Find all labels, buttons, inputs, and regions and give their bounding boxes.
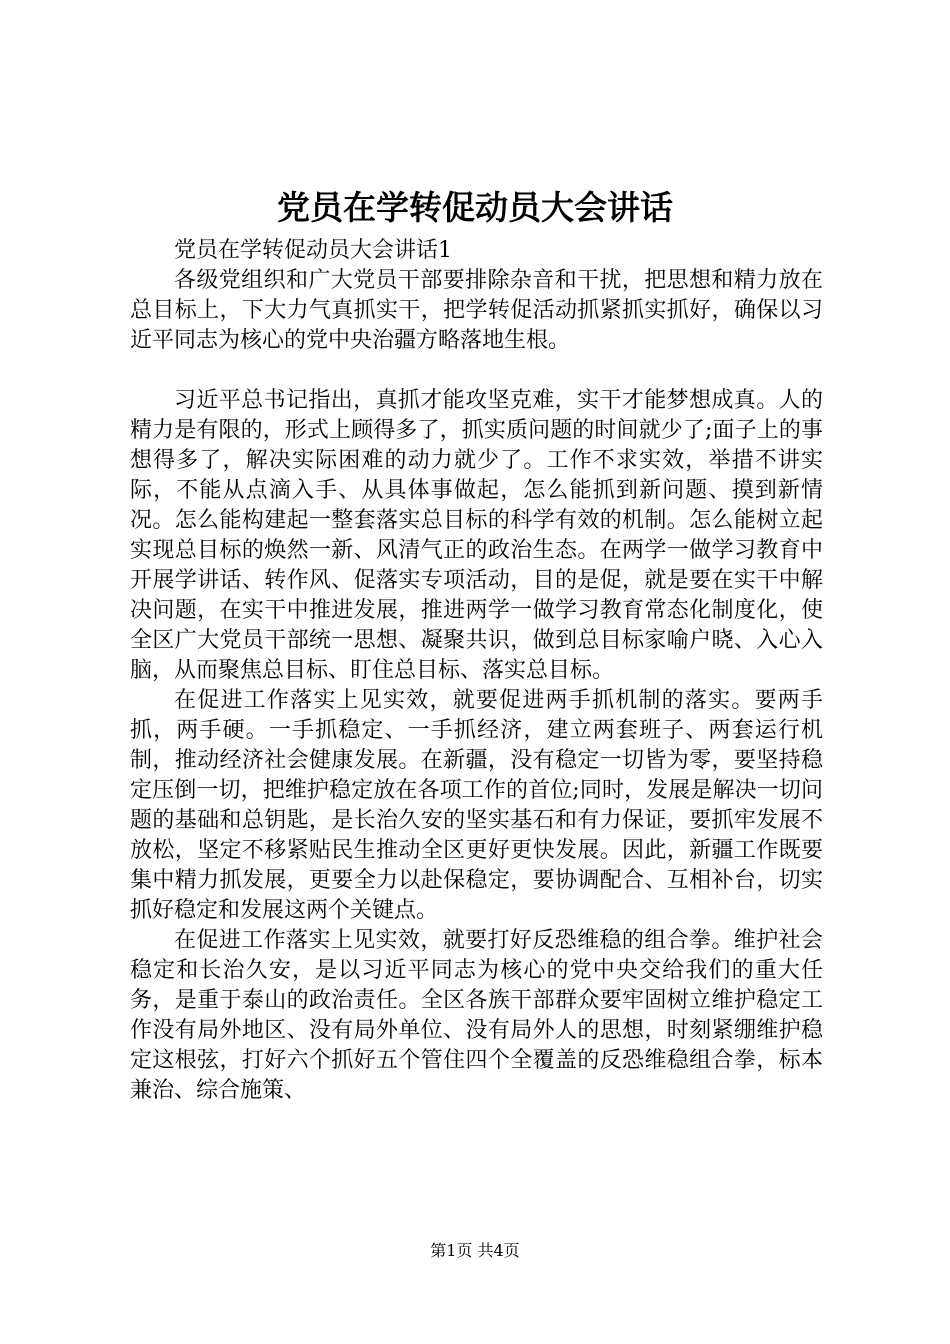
paragraph-4: 在促进工作落实上见实效，就要打好反恐维稳的组合拳。维护社会稳定和长治久安，是以习近平同志为核心的党中央交给我们的重大任务，是重于泰山的政治责任。全区各族干部群众要牢固树立维护稳定工作没有局外地区、没有局外单位、没有局外人的思想，时刻紧绷维护稳定这根弦，打好六个抓好五个管住四个全覆盖的反恐维稳组合拳，标本兼治、综合施策、 bbox=[130, 928, 823, 1103]
paragraph-3: 在促进工作落实上见实效，就要促进两手抓机制的落实。要两手抓，两手硬。一手抓稳定、一手抓经济，建立两套班子、两套运行机制，推动经济社会健康发展。在新疆，没有稳定一切皆为零，要坚持稳定压倒一切，把维护稳定放在各项工作的首位;同时，发展是解决一切问题的基础和总钥匙，是长治久安的坚实基石和有力保证，要抓牢发展不放松，坚定不移紧贴民生推动全区更好更快发展。因此，新疆工作既要集中精力抓发展，更要全力以赴保稳定，要协调配合、互相补台，切实抓好稳定和发展这两个关键点。 bbox=[130, 688, 823, 923]
paragraph-1: 各级党组织和广大党员干部要排除杂音和干扰，把思想和精力放在总目标上，下大力气真抓实干，把学转促活动抓紧抓实抓好，确保以习近平同志为核心的党中央治疆方略落地生根。 bbox=[130, 268, 823, 353]
page-number-footer: 第1页 共4页 bbox=[430, 1241, 520, 1260]
document-body bbox=[130, 236, 823, 1106]
paragraph-2: 习近平总书记指出，真抓才能攻坚克难，实干才能梦想成真。人的精力是有限的，形式上顾得多了，抓实质问题的时间就少了;面子上的事想得多了，解决实际困难的动力就少了。工作不求实效，举措不讲实际，不能从点滴入手、从具体事做起，怎么能抓到新问题、摸到新情况。怎么能构建起一整套落实总目标的科学有效的机制。怎么能树立起实现总目标的焕然一新、风清气正的政治生态。在两学一做学习教育中开展学讲话、转作风、促落实专项活动，目的是促，就是要在实干中解决问题，在实干中推进发展，推进两学一做学习教育常态化制度化，使全区广大党员干部统一思想、凝聚共识，做到总目标家喻户晓、入心入脑，从而聚焦总目标、盯住总目标、落实总目标。 bbox=[130, 388, 823, 683]
paragraph-spacer bbox=[130, 356, 823, 386]
document-title: 党员在学转促动员大会讲话 bbox=[277, 188, 673, 227]
document-subtitle: 党员在学转促动员大会讲话1 bbox=[174, 238, 452, 263]
